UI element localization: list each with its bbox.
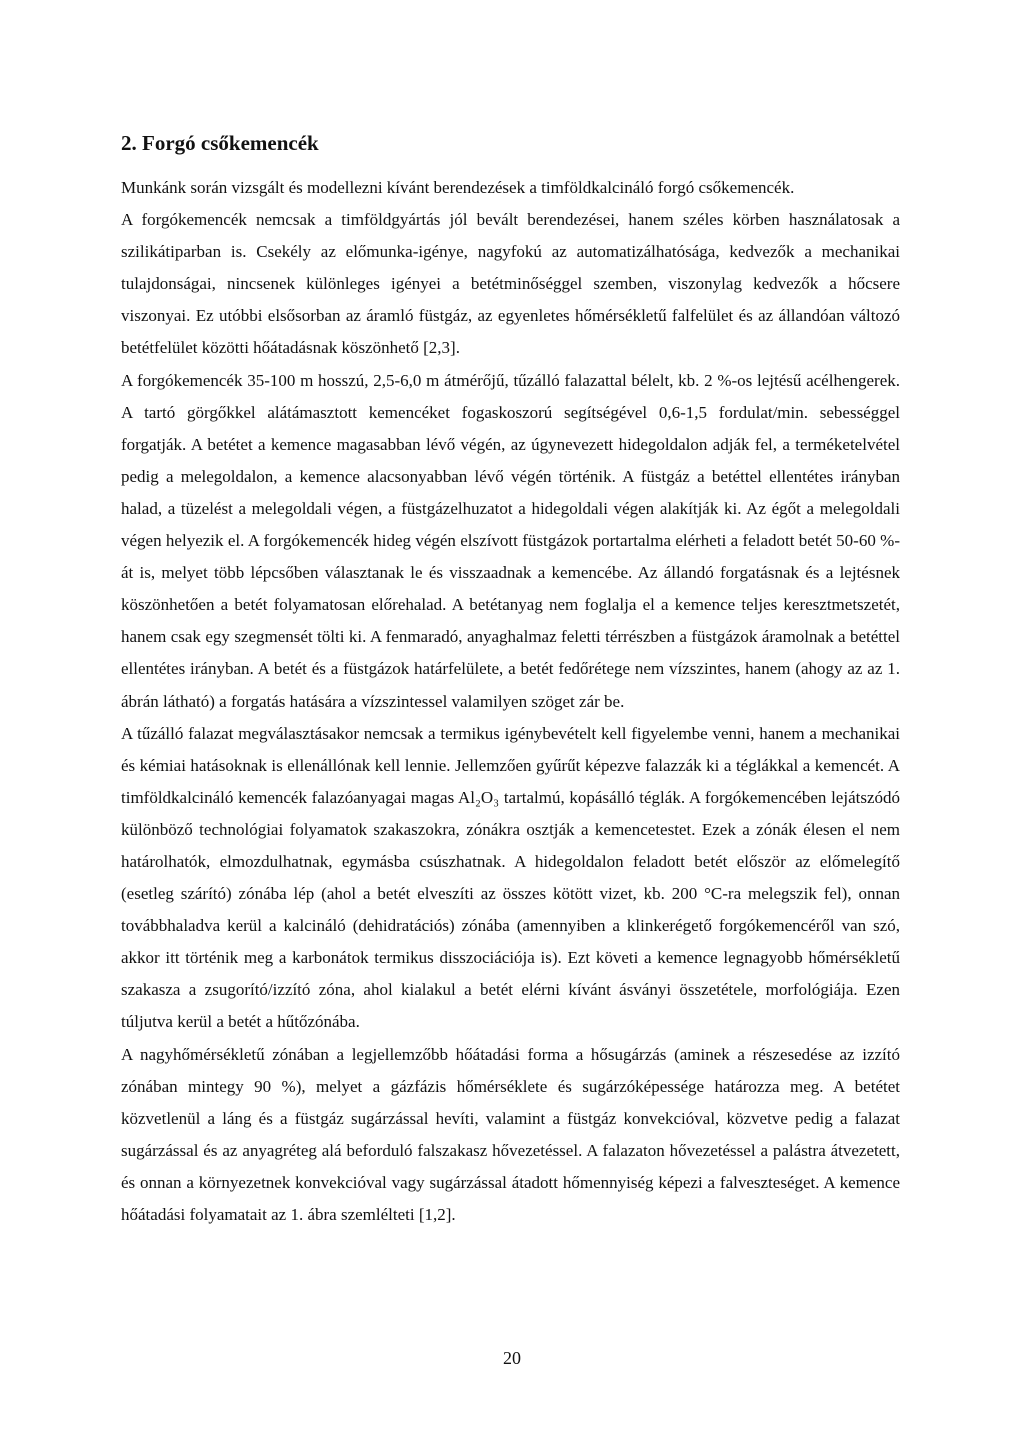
page-number: 20: [503, 1348, 521, 1368]
paragraph-kiln-description: A forgókemencék 35-100 m hosszú, 2,5-6,0 m átmérőjű, tűzálló falazattal bélelt, kb. 2 %-os lejtésű acélhengerek. A tartó görgőkkel alátámasztott kemencéket fogaskoszorú segítségével 0,6-1,5 fordulat/min. sebességgel forgatják. A betétet a kemence magasabban lévő végén, az úgynevezett hidegoldalon adják fel, a terméketelvétel pedig a melegoldalon, a kemence alacsonyabban lévő végén történik. A füstgáz a betéttel ellentétes irányban halad, a tüzelést a melegoldali végen, a füstgázelhuzatot a hidegoldali végen alakítják ki. Az égőt a melegoldali végen helyezik el. A forgókemencék hideg végén elszívott füstgázok portartalma elérheti a feladott betét 50-60 %-át is, melyet több lépcsőben választanak le és visszaadnak a kemencébe. Az állandó forgatásnak és a lejtésnek köszönhetően a betét folyamatosan előrehalad. A betétanyag nem foglalja el a kemence teljes keresztmetszetét, hanem csak egy szegmensét tölti ki. A fenmaradó, anyaghalmaz feletti térrészben a füstgázok áramolnak a betéttel ellentétes irányban. A betét és a füstgázok határfelülete, a betét fedőrétege nem vízszintes, hanem (ahogy az az 1. ábrán látható) a forgatás hatására a vízszintessel valamilyen szöget zár be.: [121, 370, 900, 711]
paragraph-advantages: A forgókemencék nemcsak a timföldgyártás jól bevált berendezései, hanem széles körben használatosak a szilikátiparban is. Csekély az előmunka-igénye, nagyfokú az automatizálhatósága, kedvezők a mechanikai tulajdonságai, nincsenek különleges igényei a betétminőséggel szemben, viszonylag kedvezők a hőcsere viszonyai. Ez utóbbi elsősorban az áramló füstgáz, az egyenletes hőmérsékletű falfelület és az állandóan változó betétfelület közötti hőátadásnak köszönhető [2,3].: [121, 210, 900, 358]
page-content: [121, 128, 900, 1231]
paragraph-refractory-zones: A tűzálló falazat megválasztásakor nemcsak a termikus igénybevételt kell figyelembe venni, hanem a mechanikai és kémiai hatásoknak is ellenállónak kell lennie. Jellemzően gyűrűt képezve falazzák ki a téglákkal a kemencét. A timföldkalcináló kemencék falazóanyagai magas Al₂O₃ tartalmú, kopásálló téglák. A forgókemencében lejátszódó különböző technológiai folyamatok szakaszokra, zónákra osztják a kemencetestet. Ezek a zónák élesen el nem határolhatók, elmozdulhatnak, egymásba csúszhatnak. A hidegoldalon feladott betét először az előmelegítő (esetleg szárító) zónába lép (ahol a betét elveszíti az összes kötött vizet, kb. 200 °C-ra melegszik fel), onnan továbbhaladva kerül a kalcináló (dehidratációs) zónába (amennyiben a klinkerégető forgókemencéről van szó, akkor itt történik meg a karbonátok termikus disszociációja is). Ezt követi a kemence legnagyobb hőmérsékletű szakasza a zsugorító/izzító zóna, ahol kialakul a betét elérni kívánt ásványi összetétele, morfológiája. Ezen túljutva kerül a betét a hűtőzónába.: [121, 723, 900, 1032]
paragraph-heat-transfer: A nagyhőmérsékletű zónában a legjellemzőbb hőátadási forma a hősugárzás (aminek a részesedése az izzító zónában mintegy 90 %), melyet a gázfázis hőmérséklete és sugárzóképessége határozza meg. A betétet közvetlenül a láng és a füstgáz sugárzással hevíti, valamint a füstgáz konvekcióval, közvetve pedig a falazat sugárzással és az anyagréteg alá beforduló falszakasz hővezetéssel. A falazaton hővezetéssel a palástra átvezetett, és onnan a környezetnek konvekcióval vagy sugárzással átadott hőmennyiség képezi a falveszteséget. A kemence hőátadási folyamatait az 1. ábra szemlélteti [1,2].: [121, 1044, 900, 1224]
paragraph-intro: Munkánk során vizsgált és modellezni kívánt berendezések a timföldkalcináló forgó csőkemencék.: [121, 178, 795, 197]
section-heading: 2. Forgó csőkemencék: [121, 131, 319, 155]
